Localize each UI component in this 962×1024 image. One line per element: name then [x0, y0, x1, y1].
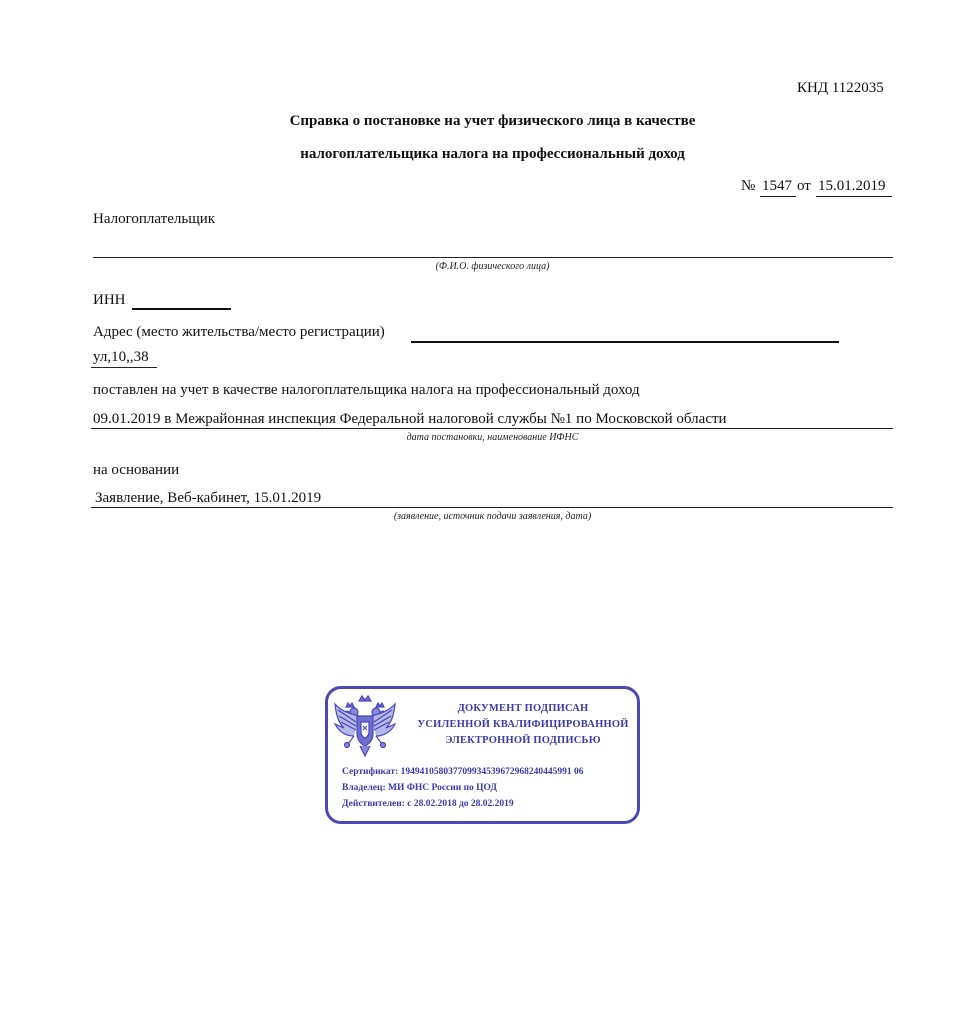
number-underline [760, 196, 796, 197]
address-value-underline [91, 367, 157, 368]
basis-label: на основании [93, 462, 180, 478]
registration-value: 09.01.2019 в Межрайонная инспекция Федеральной налоговой службы №1 по Московской области [93, 411, 727, 427]
coat-of-arms-icon [332, 692, 398, 760]
taxpayer-name-line [93, 257, 893, 258]
date-underline [816, 196, 892, 197]
stamp-title-line1: ДОКУМЕНТ ПОДПИСАН [457, 703, 589, 714]
taxpayer-label: Налогоплательщик [93, 211, 216, 227]
stamp-valid-period: Действителен: с 28.02.2018 до 28.02.2019 [342, 799, 514, 809]
knd-code: КНД 1122035 [797, 80, 884, 96]
document-number: 1547 [762, 178, 792, 194]
electronic-signature-stamp [325, 686, 640, 824]
stamp-title-line3: ЭЛЕКТРОННОЙ ПОДПИСЬЮ [445, 735, 601, 746]
basis-value: Заявление, Веб-кабинет, 15.01.2019 [95, 490, 322, 506]
basis-line [91, 507, 893, 508]
number-prefix: № [741, 178, 756, 194]
address-value: ул,10,,38 [93, 349, 149, 365]
date-prefix: от [797, 178, 811, 194]
registration-caption: дата постановки, наименование ИФНС [406, 432, 579, 443]
basis-caption: (заявление, источник подачи заявления, дата) [393, 511, 592, 522]
registration-line [91, 428, 893, 429]
inn-value-line [132, 308, 231, 310]
registration-label: поставлен на учет в качестве налогоплательщика налога на профессиональный доход [93, 382, 640, 398]
stamp-title-line2: УСИЛЕННОЙ КВАЛИФИЦИРОВАННОЙ [417, 719, 629, 730]
document-title-line1: Справка о постановке на учет физического лица в качестве [289, 113, 696, 129]
taxpayer-name-caption: (Ф.И.О. физического лица) [435, 261, 550, 272]
stamp-owner: Владелец: МИ ФНС России по ЦОД [342, 783, 497, 793]
address-line [411, 341, 839, 343]
document-title-line2: налогоплательщика налога на профессиональный доход [300, 146, 685, 162]
stamp-certificate: Сертификат: 194941058037709934539672968240445991 06 [342, 767, 584, 777]
inn-label: ИНН [93, 292, 126, 308]
document-date: 15.01.2019 [818, 178, 886, 194]
address-label: Адрес (место жительства/место регистрации) [93, 324, 385, 340]
